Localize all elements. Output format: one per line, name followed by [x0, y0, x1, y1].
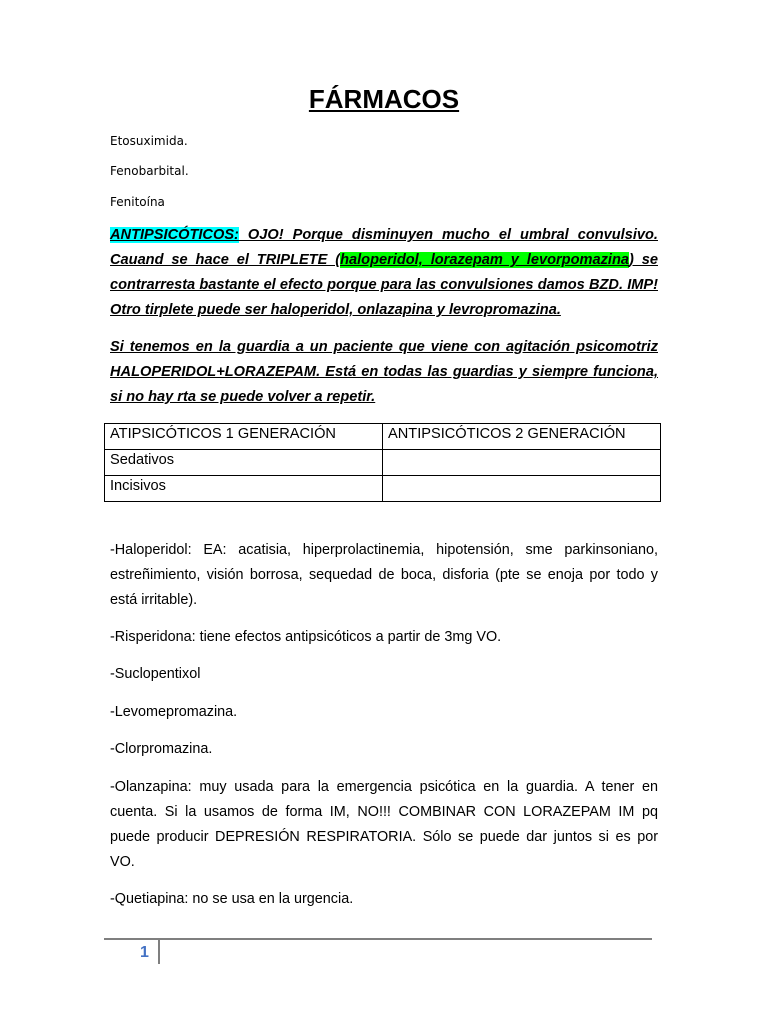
risperidona-paragraph: -Risperidona: tiene efectos antipsicóticos a partir de 3mg VO.	[110, 629, 502, 645]
triplete-highlight: haloperidol, lorazepam y levorpomazina	[340, 252, 629, 268]
table-cell: Incisivos	[105, 476, 383, 502]
page-number-bar	[158, 940, 160, 964]
antipsychotics-label: ANTIPSICÓTICOS:	[110, 227, 239, 243]
table-row	[105, 476, 661, 502]
page-number: 1	[140, 944, 149, 961]
document-title: FÁRMACOS	[308, 84, 460, 114]
table-row	[105, 450, 661, 476]
table-header-cell: ATIPSICÓTICOS 1 GENERACIÓN	[105, 424, 383, 450]
table-header-row	[105, 424, 661, 450]
levomepromazina-paragraph: -Levomepromazina.	[110, 704, 238, 720]
guardia-paragraph: Si tenemos en la guardia a un paciente que viene con agitación psicomotriz HALOPERIDOL+LORAZEPAM. Está en todas las guardias y siempre funciona, si no hay rta se puede volver a repetir.	[110, 339, 658, 405]
table-cell	[383, 476, 661, 502]
drug-list-item: Fenobarbital.	[110, 164, 189, 178]
antipsychotic-generation-table	[104, 423, 661, 502]
clorpromazina-paragraph: -Clorpromazina.	[110, 741, 213, 757]
table-header-cell: ANTIPSICÓTICOS 2 GENERACIÓN	[383, 424, 661, 450]
antipsychotics-paragraph	[110, 223, 658, 323]
antipsychotics-text-1: OJO! Porque disminuyen mucho el umbral convulsivo. Cauand se hace el TRIPLETE (	[110, 227, 658, 268]
suclopentixol-paragraph: -Suclopentixol	[110, 666, 201, 682]
drug-list-item: Fenitoína	[110, 195, 165, 209]
table-cell	[383, 450, 661, 476]
haloperidol-paragraph: -Haloperidol: EA: acatisia, hiperprolactinemia, hipotensión, sme parkinsoniano, estreñimiento, visión borrosa, sequedad de boca, disforia (pte se enoja por todo y está irritable).	[110, 542, 658, 608]
table-cell: Sedativos	[105, 450, 383, 476]
footer-divider	[104, 938, 652, 940]
drug-list-item: Etosuximida.	[110, 134, 188, 148]
antipsychotics-text-2: ) se contrarresta bastante el efecto porque para las convulsiones damos BZD. IMP! Otro tirplete puede ser haloperidol, onlazapina y levropromazina.	[110, 252, 658, 318]
olanzapina-paragraph: -Olanzapina: muy usada para la emergencia psicótica en la guardia. A tener en cuenta. Si la usamos de forma IM, NO!!! COMBINAR CON LORAZEPAM IM pq puede producir DEPRESIÓN RESPIRATORIA. Sólo se puede dar juntos si es por VO.	[110, 779, 658, 870]
quetiapina-paragraph: -Quetiapina: no se usa en la urgencia.	[110, 891, 354, 907]
